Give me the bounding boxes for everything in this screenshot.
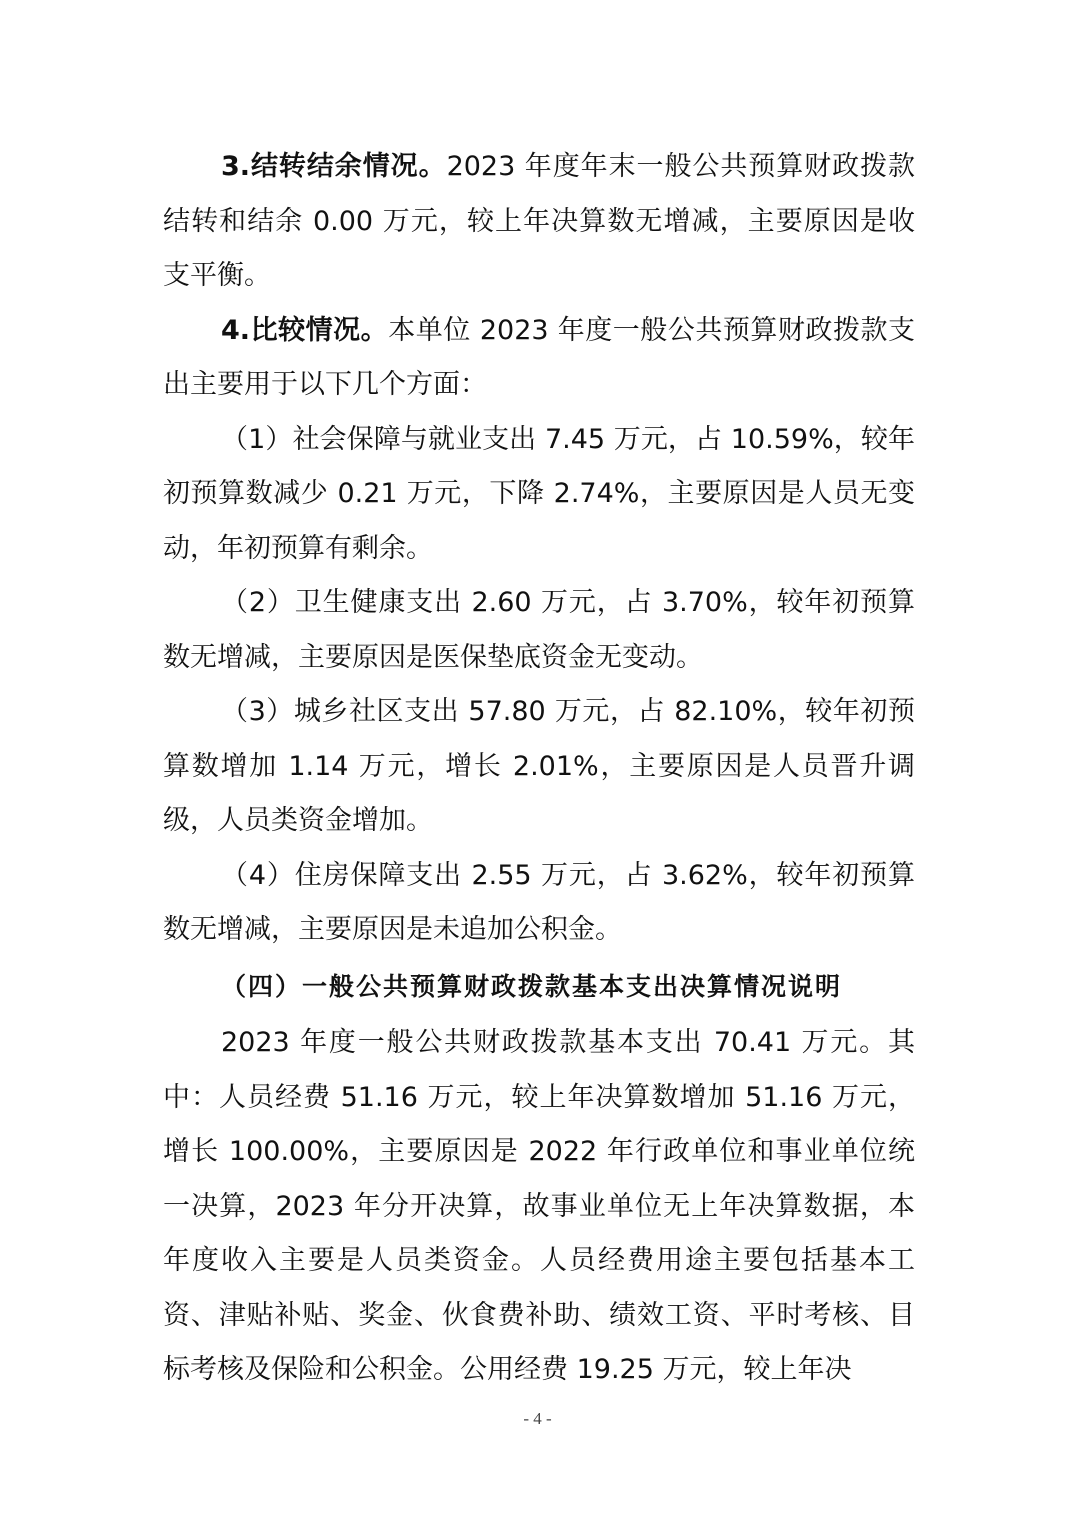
document-body bbox=[163, 140, 915, 1398]
paragraph-comparison bbox=[163, 304, 915, 413]
paragraph-text: 2023 年度年末一般公共预算财政拨款结转和结余 0.00 万元，较上年决算数无增减，主要原因是收支平衡。 bbox=[163, 151, 916, 291]
list-item-urban-rural: （3）城乡社区支出 57.80 万元，占 82.10%，较年初预算数增加 1.14 万元，增长 2.01%，主要原因是人员晋升调级，人员类资金增加。 bbox=[163, 696, 915, 836]
list-item-housing: （4）住房保障支出 2.55 万元，占 3.62%，较年初预算数无增减，主要原因是未追加公积金。 bbox=[163, 859, 915, 945]
paragraph-carryover bbox=[163, 140, 915, 304]
list-item-health: （2）卫生健康支出 2.60 万元，占 3.70%，较年初预算数无增减，主要原因是医保垫底资金无变动。 bbox=[163, 587, 915, 673]
paragraph-lead: 3.结转结余情况。 bbox=[221, 151, 447, 182]
paragraph-basic-expenditure: 2023 年度一般公共财政拨款基本支出 70.41 万元。其中：人员经费 51.16 万元，较上年决算数增加 51.16 万元，增长 100.00%，主要原因是 2022 年行政单位和事业单位统一决算，2023 年分开决算，故事业单位无上年决算数据，本年度收入主要是人员类资金。人员经费用途主要包括基本工资、津贴补贴、奖金、伙食费补助、绩效工资、平时考核、目标考核及保险和公积金。公用经费 19.25 万元，较上年决 bbox=[163, 1027, 915, 1385]
list-item-social-security: （1）社会保障与就业支出 7.45 万元，占 10.59%，较年初预算数减少 0.21 万元，下降 2.74%，主要原因是人员无变动，年初预算有剩余。 bbox=[163, 423, 915, 564]
paragraph-lead: 4.比较情况。 bbox=[221, 314, 389, 346]
paragraph-text: 本单位 2023 年度一般公共预算财政拨款支出主要用于以下几个方面： bbox=[163, 314, 915, 400]
page-number: - 4 - bbox=[523, 1409, 552, 1428]
section-heading: （四）一般公共预算财政拨款基本支出决算情况说明 bbox=[221, 971, 843, 1001]
